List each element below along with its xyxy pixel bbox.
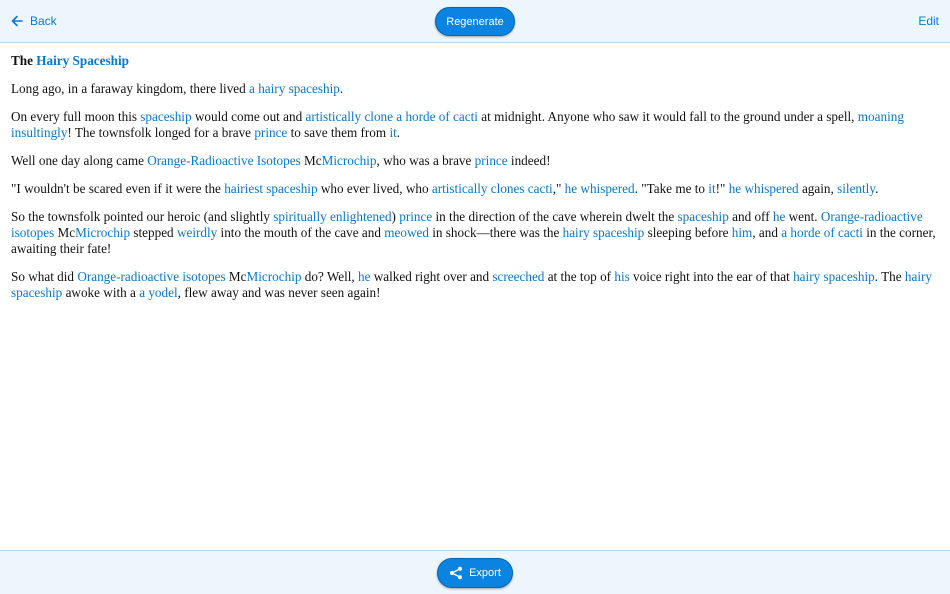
story-keyword: artistically clone a horde of cacti — [305, 109, 478, 124]
story-text: in shock—there was the — [428, 225, 563, 240]
story-text: into the mouth of the cave and — [217, 225, 385, 240]
story-paragraph — [11, 81, 936, 97]
story-text: Mc — [54, 225, 76, 240]
story-keyword: it — [708, 181, 716, 196]
story-keyword: Microchip — [75, 225, 131, 240]
story-keyword: prince — [474, 153, 508, 168]
back-button[interactable] — [11, 12, 57, 30]
story-text: On every full moon this — [11, 109, 141, 124]
story-text: , flew away and was never seen again! — [177, 285, 381, 300]
story-keyword: hairiest spaceship — [224, 181, 318, 196]
story-keyword: weirdly — [176, 225, 218, 240]
story-title — [11, 53, 936, 69]
story-text: . — [339, 81, 344, 96]
story-text: "I wouldn't be scared even if it were the — [11, 181, 225, 196]
story-keyword: a hairy spaceship — [249, 81, 340, 96]
story-text: and off — [728, 209, 773, 224]
story-keyword: spaceship — [677, 209, 729, 224]
story-keyword: Microchip — [321, 153, 377, 168]
story-text: . The — [874, 269, 905, 284]
story-text: voice right into the ear of that — [629, 269, 794, 284]
story-text: , who was a brave — [376, 153, 475, 168]
story-text: sleeping before — [644, 225, 732, 240]
story-text: . — [875, 181, 879, 196]
story-keyword: screeched — [492, 269, 545, 284]
story-keyword: a horde of cacti — [781, 225, 863, 240]
story-text: Well one day along came — [11, 153, 148, 168]
story-text: Mc — [300, 153, 322, 168]
story-text: in the corner, awaiting their fate! — [11, 225, 936, 256]
bottom-bar — [0, 550, 950, 594]
story-text: to save them from — [287, 125, 390, 140]
story-keyword: Microchip — [246, 269, 302, 284]
story-text: . "Take me to — [634, 181, 709, 196]
story-text: The — [11, 53, 37, 68]
story-text: Mc — [225, 269, 247, 284]
story-paragraph — [11, 109, 936, 141]
story-keyword: hairy spaceship — [793, 269, 875, 284]
arrow-left-icon — [11, 15, 23, 27]
story-body — [11, 53, 936, 313]
story-text: at midnight. Anyone who saw it would fall to the ground under a spell, — [477, 109, 858, 124]
export-label: Export — [469, 567, 501, 579]
story-keyword: it — [389, 125, 397, 140]
story-keyword: Orange-radioactive isotopes — [11, 209, 923, 240]
story-paragraph — [11, 209, 936, 257]
story-keyword: he whispered — [564, 181, 635, 196]
story-text: in the direction of the cave wherein dwelt the — [432, 209, 678, 224]
story-keyword: a yodel — [139, 285, 178, 300]
story-text: So the townsfolk pointed our heroic (and slightly — [11, 209, 274, 224]
story-text: do? Well, — [301, 269, 359, 284]
story-keyword: moaning insultingly — [11, 109, 904, 140]
story-text: ," — [552, 181, 565, 196]
story-paragraphs — [11, 81, 936, 301]
story-text: at the top of — [544, 269, 615, 284]
story-paragraph — [11, 269, 936, 301]
story-keyword: he — [358, 269, 371, 284]
story-keyword: he whispered — [728, 181, 799, 196]
story-text: So what did — [11, 269, 78, 284]
story-text: walked right over and — [370, 269, 493, 284]
story-text: would come out and — [191, 109, 306, 124]
regenerate-button[interactable]: Regenerate — [435, 7, 515, 36]
story-keyword: artistically clones cacti — [431, 181, 553, 196]
top-bar — [0, 0, 950, 43]
story-keyword: spiritually enlightened — [273, 209, 392, 224]
story-text: went. — [785, 209, 821, 224]
story-keyword: Orange-Radioactive Isotopes — [147, 153, 301, 168]
story-keyword: he — [772, 209, 786, 224]
story-keyword: hairy spaceship — [11, 269, 933, 300]
story-paragraph — [11, 181, 936, 197]
story-paragraph — [11, 153, 936, 169]
back-label: Back — [30, 14, 57, 28]
story-text: !" — [715, 181, 729, 196]
story-text: again, — [798, 181, 838, 196]
story-keyword: Orange-radioactive isotopes — [77, 269, 226, 284]
story-text: indeed! — [507, 153, 551, 168]
story-text: . — [396, 125, 401, 140]
edit-button[interactable]: Edit — [918, 14, 939, 28]
story-keyword: prince — [254, 125, 288, 140]
story-keyword: meowed — [384, 225, 429, 240]
story-keyword: prince — [399, 209, 433, 224]
story-keyword: spaceship — [140, 109, 192, 124]
export-button[interactable] — [437, 558, 513, 588]
story-keyword: Hairy Spaceship — [36, 53, 129, 68]
share-icon — [449, 566, 463, 580]
story-text: , and — [752, 225, 782, 240]
story-text: awoke with a — [62, 285, 140, 300]
story-text: ! The townsfolk longed for a brave — [67, 125, 255, 140]
story-text: ) — [391, 209, 400, 224]
story-text: Long ago, in a faraway kingdom, there lived — [11, 81, 250, 96]
story-keyword: silently — [837, 181, 876, 196]
story-text: stepped — [130, 225, 177, 240]
story-keyword: hairy spaceship — [562, 225, 645, 240]
story-keyword: his — [614, 269, 630, 284]
story-keyword: him — [731, 225, 753, 240]
story-text: who ever lived, who — [317, 181, 432, 196]
